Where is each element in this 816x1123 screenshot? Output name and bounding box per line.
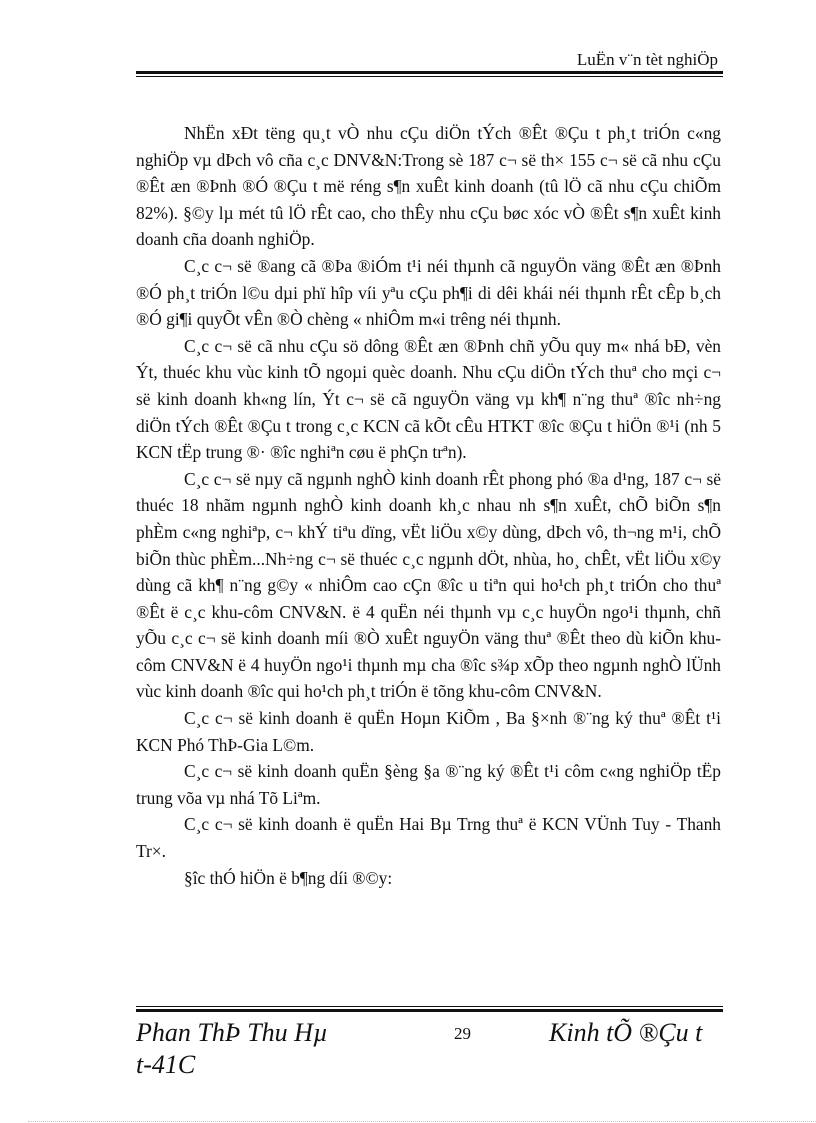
paragraph-8: §îc thÓ hiÖn ë b¶ng díi ®©y: [184,867,393,888]
footer-rule-thick [136,1009,723,1012]
body-text [136,120,721,891]
header-rule-thick [136,71,723,74]
paragraph-3: C¸c c¬ së cã nhu cÇu sö dông ®Êt æn ®Þnh chñ yÕu quy m« nhá bÐ, vèn Ýt, thuéc khu vùc kinh tÕ ngoµi quèc doanh. Nhu cÇu diÖn tÝch thuª cho mçi c¬ së kinh doanh kh«ng lín, Ýt c¬ së cã nguyÖn väng vµ kh¶ n¨ng thuª ®îc nh÷ng diÖn tÝch ®Êt ®Çu t trong c¸c KCN cã kÕt cÊu HTKT ®îc ®Çu t hiÖn ®¹i (nh 5 KCN tËp trung ®· ®îc nghiªn cøu ë phÇn trªn). [136,335,721,463]
footer-author-block [136,1017,328,1081]
paragraph-2: C¸c c¬ së ®ang cã ®Þa ®iÓm t¹i néi thµnh cã nguyÖn väng ®Êt æn ®Þnh ®Ó ph¸t triÓn l©u dµi phï hîp víi yªu cÇu ph¶i di dêi khái néi thµnh rÊt cÊp b¸ch ®Ó gi¶i quyÕt vÊn ®Ò chèng « nhiÔm m«i trêng néi thµnh. [136,255,721,330]
paragraph-1: NhËn xÐt tëng qu¸t vÒ nhu cÇu diÖn tÝch ®Êt ®Çu t ph¸t triÓn c«ng nghiÖp vµ dÞch vô cña c¸c DNV&N:Trong sè 187 c¬ së th× 155 c¬ së cã nhu cÇu ®Êt æn ®Þnh ®Ó ®Çu t më réng s¶n xuÊt kinh doanh (tû lÖ cã nhu cÇu chiÕm 82%). §©y lµ mét tû lÖ rÊt cao, cho thÊy nhu cÇu bøc xóc vÒ ®Êt s¶n xuÊt kinh doanh cña doanh nghiÖp. [136,123,721,250]
footer-class: t-41C [136,1050,196,1079]
header-title: LuËn v¨n tèt nghiÖp [576,50,718,69]
page-edge-divider [28,1121,816,1122]
paragraph-6: C¸c c¬ së kinh doanh quËn §èng §a ®¨ng ký ®Êt t¹i côm c«ng nghiÖp tËp trung võa vµ nhá Tõ Liªm. [136,761,721,808]
footer-author: Phan ThÞ Thu Hµ [136,1018,328,1047]
page-number: 29 [454,1024,471,1043]
paragraph-5: C¸c c¬ së kinh doanh ë quËn Hoµn KiÕm , Ba §×nh ®¨ng ký thuª ®Êt t¹i KCN Phó ThÞ-Gia L©m. [136,708,721,755]
footer-faculty: Kinh tÕ ®Çu t [549,1018,703,1047]
paragraph-7: C¸c c¬ së kinh doanh ë quËn Hai Bµ Trng thuª ë KCN VÜnh Tuy - Thanh Tr×. [136,814,721,862]
header-rule-thin [136,76,723,77]
footer-rule-thin [136,1006,723,1007]
paragraph-4: C¸c c¬ së nµy cã ngµnh nghÒ kinh doanh rÊt phong phó ®a d¹ng, 187 c¬ së thuéc 18 nhãm ngµnh nghÒ kinh doanh kh¸c nhau nh s¶n xuÊt, chÕ biÕn s¶n phÈm c«ng nghiªp, c¬ khÝ tiªu dïng, vËt liÖu x©y dùng, dÞch vô, th¬ng m¹i, chÕ biÕn thùc phÈm...Nh÷ng c¬ së thuéc c¸c ngµnh dÖt, nhùa, ho¸ chÊt, vËt liÖu x©y dùng cã kh¶ n¨ng g©y « nhiÔm cao cÇn ®îc u tiªn qui ho¹ch ph¸t triÓn cho thuª ®Êt ë c¸c khu-côm CNV&N. ë 4 quËn néi thµnh vµ c¸c huyÖn ngo¹i thµnh, chñ yÕu c¸c c¬ së kinh doanh míi ®Ò xuÊt nguyÖn väng thuª ®Êt theo dù kiÕn khu-côm CNV&N ë 4 huyÖn ngo¹i thµnh mµ cha ®îc s¾p xÕp theo ngµnh nghÒ lÜnh vùc kinh doanh ®îc qui ho¹ch ph¸t triÓn ë tõng khu-côm CNV&N. [136,468,721,702]
